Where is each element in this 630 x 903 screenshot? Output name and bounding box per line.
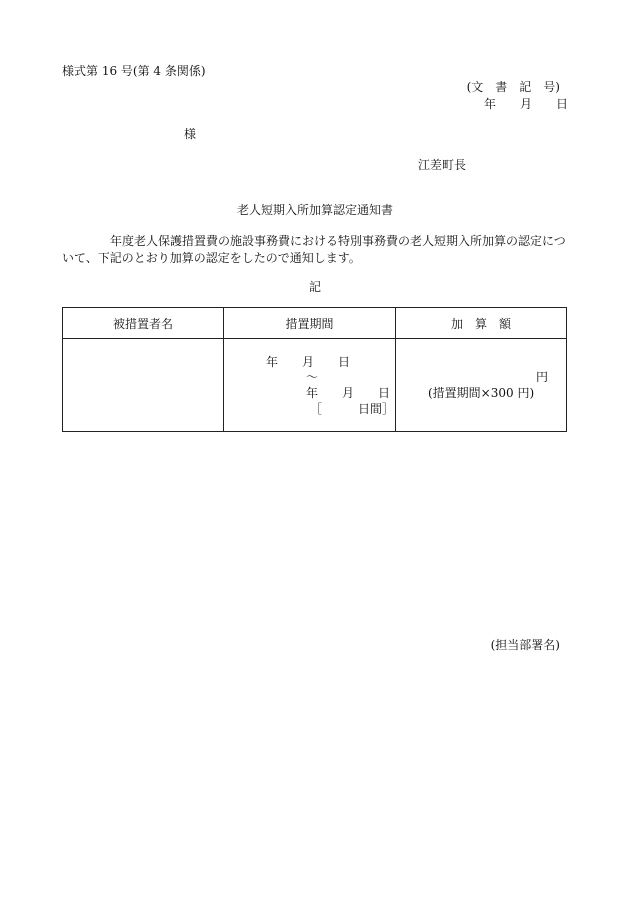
period-end: 年 月 日: [306, 386, 391, 400]
form-number: 様式第 16 号(第 4 条関係): [62, 64, 206, 78]
period-days: ［ 日間］: [310, 402, 395, 416]
cell-period: [224, 339, 396, 432]
header-recipient-name: 被措置者名: [63, 308, 224, 339]
body-paragraph: 年度老人保護措置費の施設事務費における特別事務費の老人短期入所加算の認定について、下記のとおり加算の認定をしたので通知します。: [62, 234, 566, 265]
document-reference: (文 書 記 号): [466, 80, 560, 94]
period-start: 年 月 日: [266, 355, 351, 369]
cell-amount: [396, 339, 567, 432]
amount-yen: 円: [535, 370, 548, 384]
document-title: 老人短期入所加算認定通知書: [236, 203, 393, 217]
recipient-honorific: 様: [184, 127, 197, 141]
header-amount: 加 算 額: [396, 308, 567, 339]
department-name: (担当部署名): [490, 638, 560, 652]
table-row: [63, 339, 567, 432]
detail-table: [62, 307, 567, 432]
amount-formula: (措置期間×300 円): [428, 386, 535, 400]
cell-recipient-name: [63, 339, 224, 432]
ki-heading: 記: [308, 280, 321, 294]
table-header-row: [63, 308, 567, 339]
header-period: 措置期間: [224, 308, 396, 339]
document-date: 年 月 日: [483, 97, 568, 111]
sender-name: 江差町長: [418, 158, 467, 172]
period-tilde: ～: [306, 370, 319, 384]
